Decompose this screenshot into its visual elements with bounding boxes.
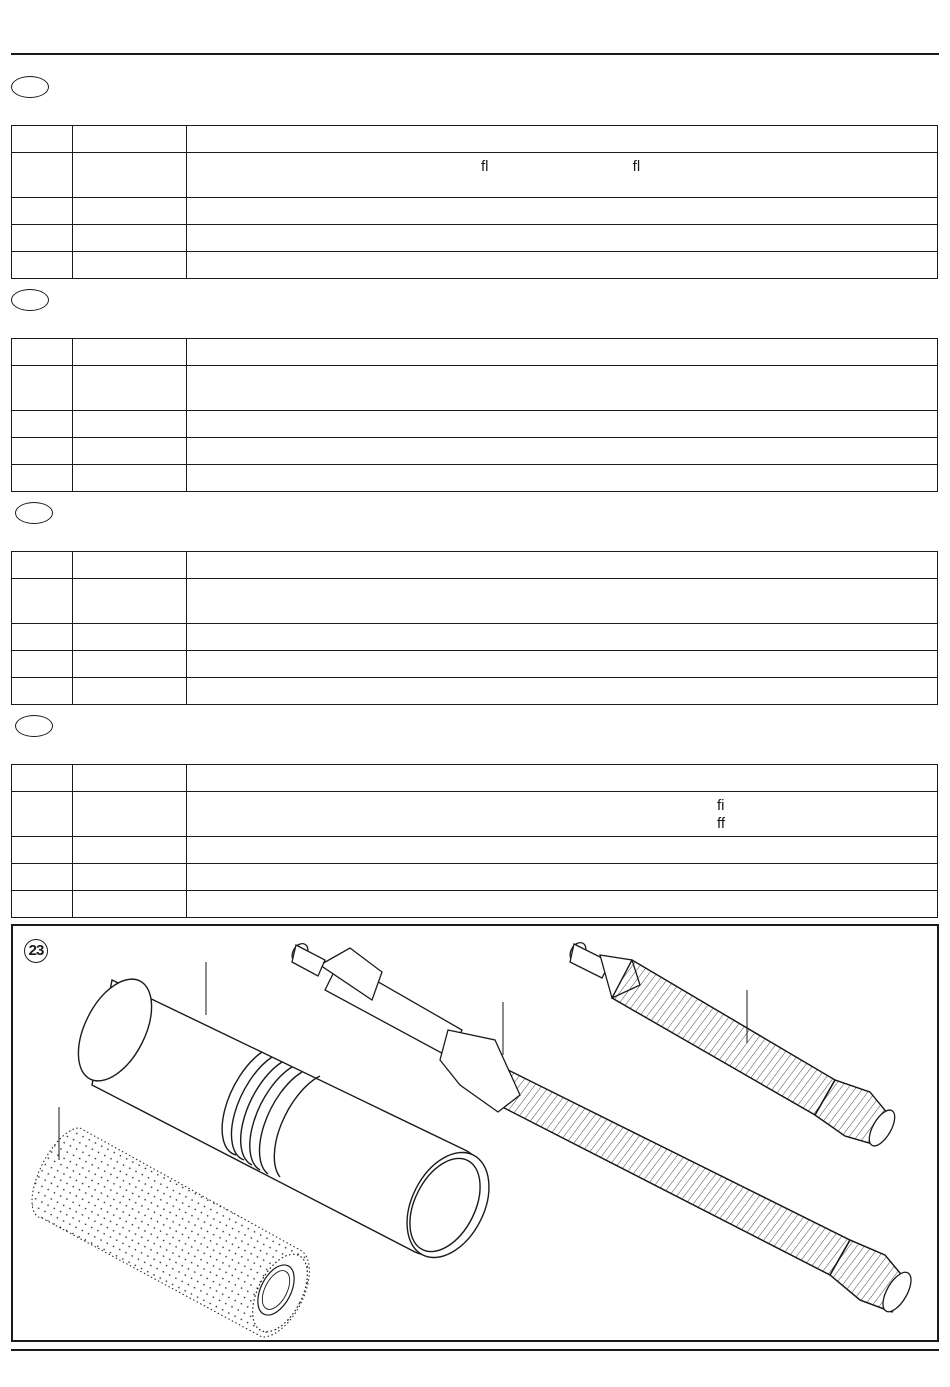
ligature-fragment: fi ff bbox=[717, 797, 726, 832]
bottom-rule bbox=[11, 1349, 939, 1351]
figure-number: 23 bbox=[24, 939, 48, 963]
short-handle-illustration bbox=[567, 940, 900, 1150]
ligature-fragment: fl fl bbox=[481, 158, 641, 175]
